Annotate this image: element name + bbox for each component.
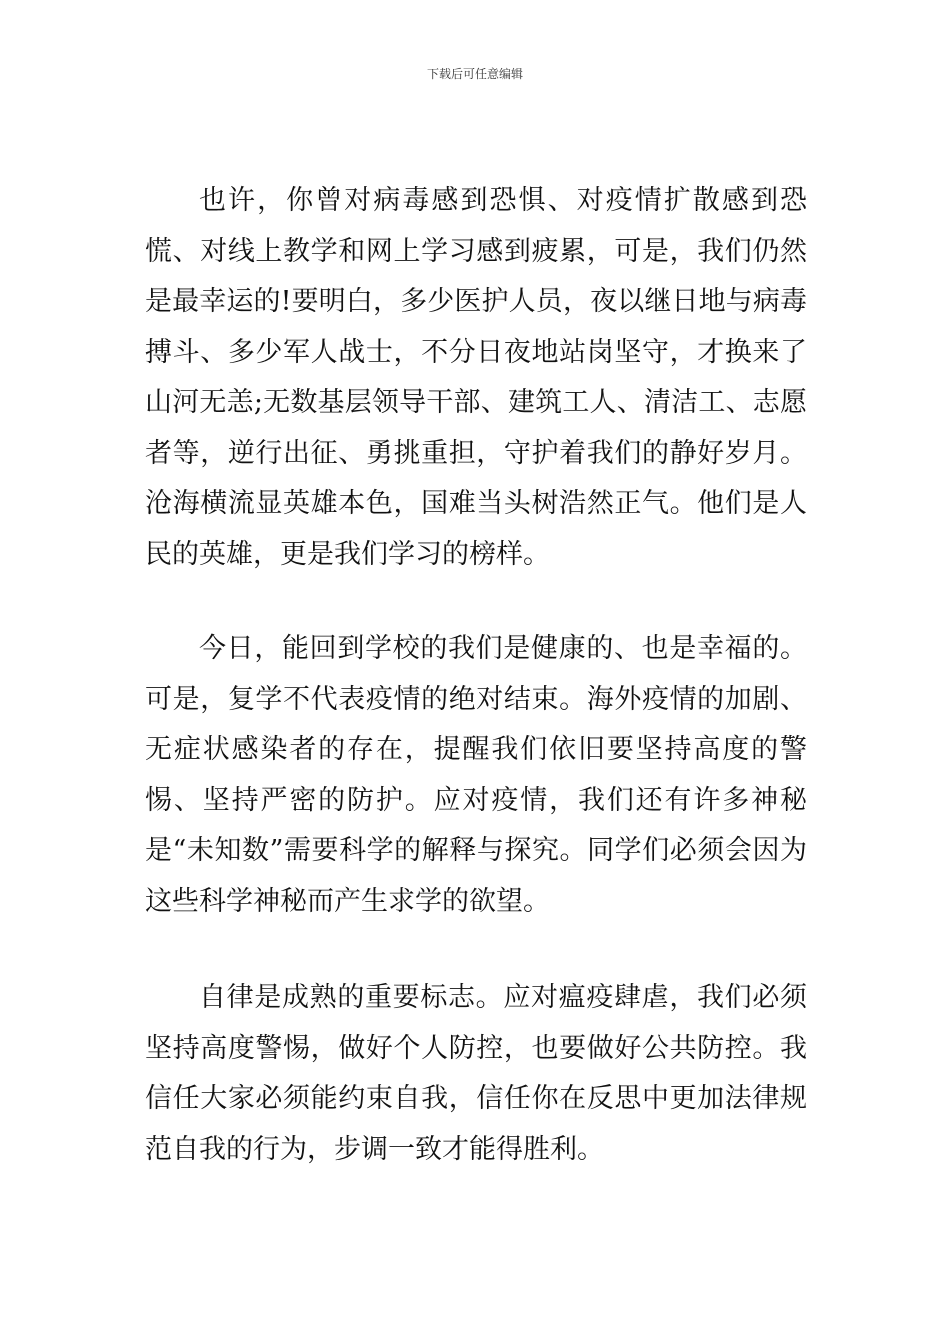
page-header: 下载后可任意编辑 [426, 67, 523, 81]
paragraph-3: 自律是成熟的重要标志。应对瘟疫肆虐，我们必须坚持高度警惕，做好个人防控，也要做好公共防控。我信任大家必须能约束自我，信任你在反思中更加法律规范自我的行为，步调一致才能得胜利。 [145, 982, 807, 1165]
paragraph-1: 也许，你曾对病毒感到恐惧、对疫情扩散感到恐慌、对线上教学和网上学习感到疲累，可是，我们仍然是最幸运的!要明白，多少医护人员，夜以继日地与病毒搏斗、多少军人战士，不分日夜地站岗坚守，才换来了山河无恙;无数基层领导干部、建筑工人、清洁工、志愿者等，逆行出征、勇挑重担，守护着我们的静好岁月。沧海横流显英雄本色，国难当头树浩然正气。他们是人民的英雄，更是我们学习的榜样。 [145, 185, 807, 570]
paragraph-2: 今日，能回到学校的我们是健康的、也是幸福的。可是，复学不代表疫情的绝对结束。海外疫情的加剧、无症状感染者的存在，提醒我们依旧要坚持高度的警惕、坚持严密的防护。应对疫情，我们还有许多神秘是“未知数”需要科学的解释与探究。同学们必须会因为这些科学神秘而产生求学的欲望。 [145, 633, 807, 917]
